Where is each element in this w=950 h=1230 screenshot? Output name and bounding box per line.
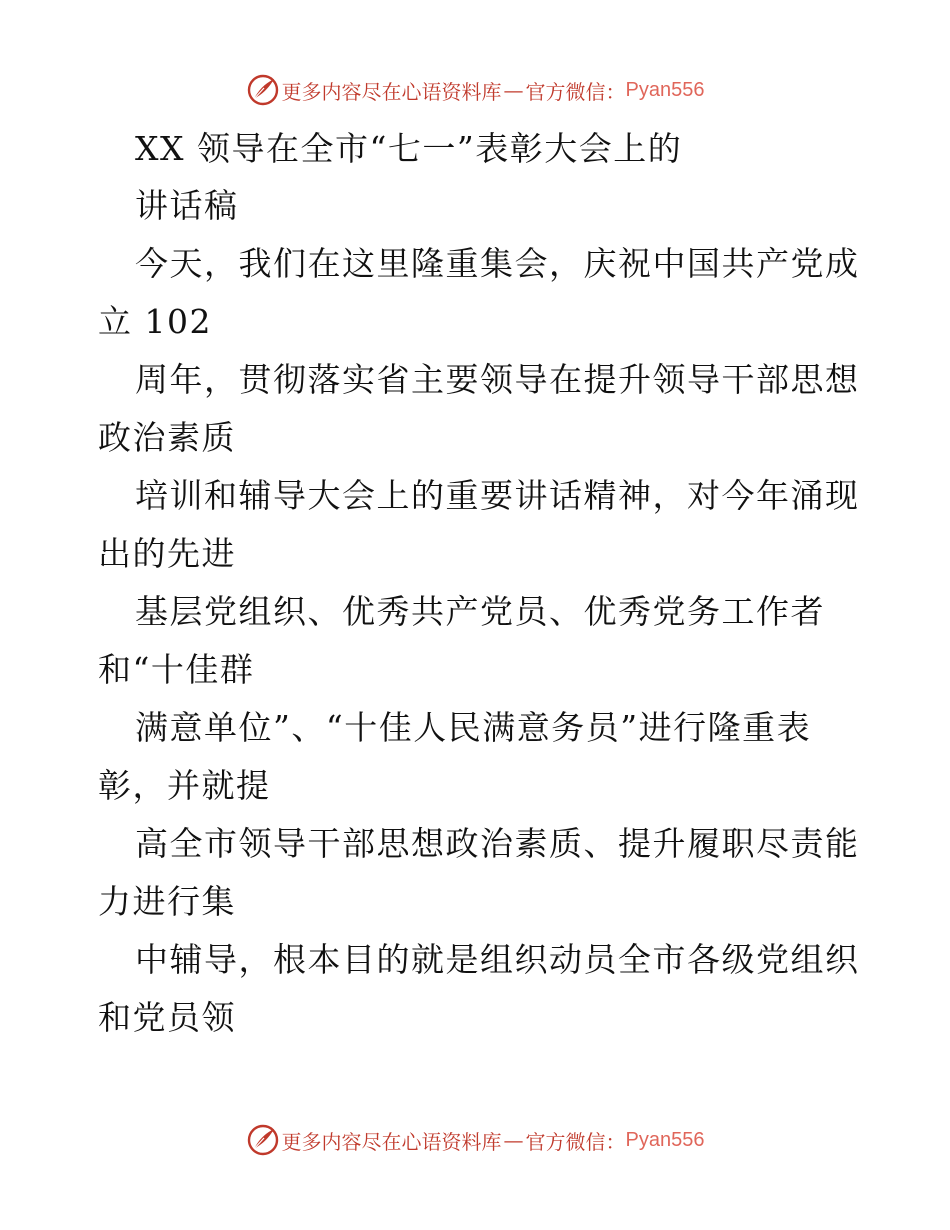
banner-separator: — [503, 1128, 524, 1152]
paragraph-line: 基层党组织、优秀共产党员、优秀党务工作者 [135, 592, 825, 631]
paragraph-line: 培训和辅导大会上的重要讲话精神，对今年涌现 [135, 476, 860, 515]
banner-wechat-label: 官方微信： [525, 1129, 626, 1154]
paragraph-line: 立 102 [98, 302, 212, 341]
paragraph-line: 高全市领导干部思想政治素质、提升履职尽责能 [135, 824, 860, 863]
feather-logo-icon [246, 73, 280, 107]
document-title-line-2: 讲话稿 [135, 186, 239, 225]
paragraph-line: 政治素质 [98, 418, 236, 457]
paragraph-line: 和“十佳群 [98, 650, 255, 689]
document-title-line-1: XX 领导在全市“七一”表彰大会上的 [135, 129, 683, 168]
banner-text: 更多内容尽在心语资料库 [281, 1129, 502, 1154]
header-watermark-banner [0, 72, 950, 108]
banner-separator: — [503, 78, 524, 102]
paragraph-line: 中辅导，根本目的就是组织动员全市各级党组织 [135, 940, 860, 979]
banner-wechat-label: 官方微信： [525, 79, 626, 104]
paragraph-line: 今天，我们在这里隆重集会，庆祝中国共产党成 [135, 244, 860, 283]
paragraph-line: 满意单位”、“十佳人民满意务员”进行隆重表 [135, 708, 812, 747]
paragraph-line: 力进行集 [98, 882, 236, 921]
footer-watermark-banner [0, 1122, 950, 1158]
paragraph-line: 彰，并就提 [98, 766, 271, 805]
paragraph-line: 和党员领 [98, 998, 236, 1037]
paragraph-line: 出的先进 [98, 534, 236, 573]
banner-wechat-id: Pyan556 [625, 78, 705, 101]
paragraph-line: 周年，贯彻落实省主要领导在提升领导干部思想 [135, 360, 860, 399]
banner-text: 更多内容尽在心语资料库 [281, 79, 502, 104]
feather-logo-icon [246, 1123, 280, 1157]
banner-wechat-id: Pyan556 [625, 1128, 705, 1151]
